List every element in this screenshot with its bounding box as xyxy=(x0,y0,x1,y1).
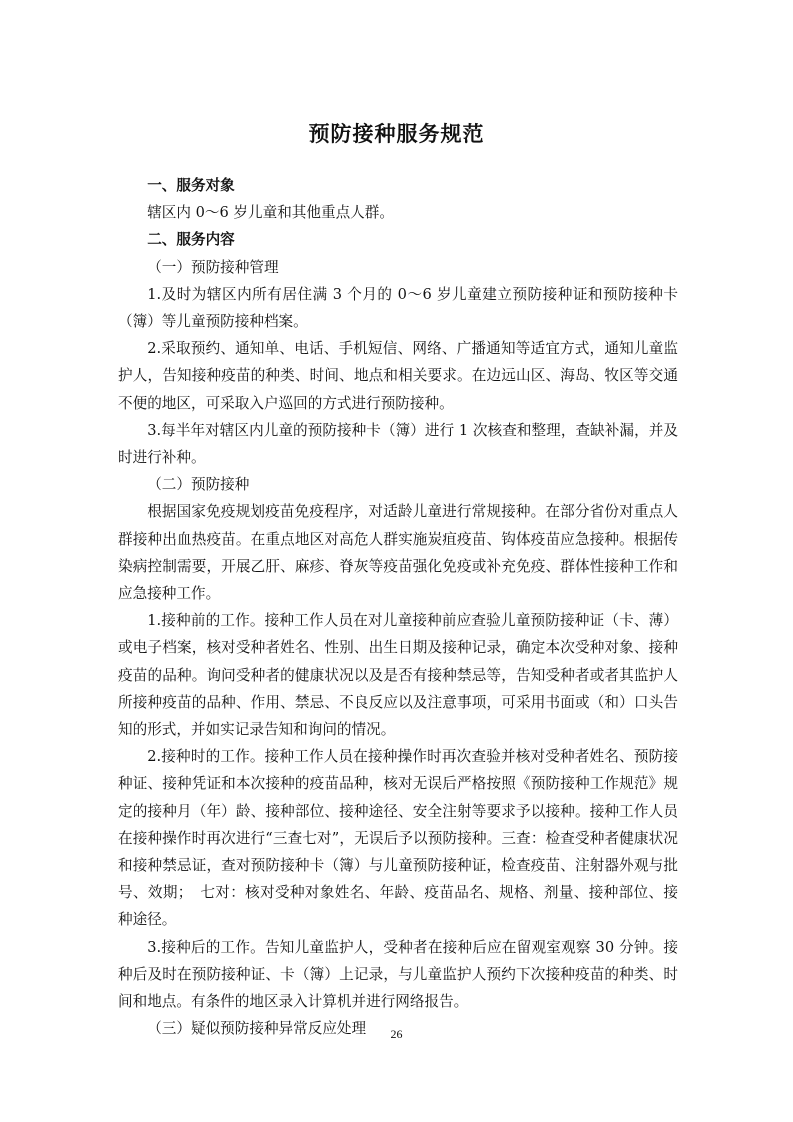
subheading-adverse-reaction: （三）疑似预防接种异常反应处理 xyxy=(147,1020,367,1038)
section-heading-service-target: 一、服务对象 xyxy=(147,177,235,194)
page-number: 26 xyxy=(390,1027,403,1041)
subheading-vaccination-management: （一）预防接种管理 xyxy=(147,258,279,276)
paragraph-before-vaccination: 1.接种前的工作。接种工作人员在对儿童接种前应查验儿童预防接种证（卡、薄）或电子档案，核对受种者姓名、性别、出生日期及接种记录，确定本次受种对象、接种疫苗的品种。询问受种者的健康状况以及是否有接种禁忌等，告知受种者或者其监护人所接种疫苗的品种、作用、禁忌、不良反应以及注意事项，可采用书面或（和）口头告知的形式，并如实记录告知和询问的情况。 xyxy=(118,612,678,739)
paragraph-after-vaccination: 3.接种后的工作。告知儿童监护人，受种者在接种后应在留观室观察 30 分钟。接种后及时在预防接种证、卡（簿）上记录，与儿童监护人预约下次接种疫苗的种类、时间和地点。有条件的地区录入计算机并进行网络报告。 xyxy=(118,938,678,1011)
paragraph-during-vaccination: 2.接种时的工作。接种工作人员在接种操作时再次查验并核对受种者姓名、预防接种证、接种凭证和本次接种的疫苗品种，核对无误后严格按照《预防接种工作规范》规定的接种月（年）龄、接种部位、接种途径、安全注射等要求予以接种。接种工作人员在接种操作时再次进行“三查七对”，无误后予以预防接种。三查：检查受种者健康状况和接种禁忌证，查对预防接种卡（簿）与儿童预防接种证，检查疫苗、注射器外观与批号、效期； 七对：核对受种对象姓名、年龄、疫苗品名、规格、剂量、接种部位、接种途径。 xyxy=(118,748,678,929)
document-body xyxy=(118,172,678,1043)
subheading-vaccination: （二）预防接种 xyxy=(147,476,250,494)
section-heading-service-content: 二、服务内容 xyxy=(147,231,235,249)
page-title: 预防接种服务规范 xyxy=(308,122,485,146)
paragraph-management-1: 1.及时为辖区内所有居住满 3 个月的 0～6 岁儿童建立预防接种证和预防接种卡（簿）等儿童预防接种档案。 xyxy=(118,285,678,331)
paragraph-service-target: 辖区内 0～6 岁儿童和其他重点人群。 xyxy=(147,204,394,222)
paragraph-management-2: 2.采取预约、通知单、电话、手机短信、网络、广播通知等适宜方式，通知儿童监护人，告知接种疫苗的种类、时间、地点和相关要求。在边远山区、海岛、牧区等交通不便的地区，可采取入户巡回的方式进行预防接种。 xyxy=(118,340,678,412)
paragraph-management-3: 3.每半年对辖区内儿童的预防接种卡（簿）进行 1 次核查和整理，查缺补漏，并及时进行补种。 xyxy=(118,421,678,467)
paragraph-vaccination-intro: 根据国家免疫规划疫苗免疫程序，对适龄儿童进行常规接种。在部分省份对重点人群接种出血热疫苗。在重点地区对高危人群实施炭疽疫苗、钩体疫苗应急接种。根据传染病控制需要，开展乙肝、麻疹、脊灰等疫苗强化免疫或补充免疫、群体性接种工作和应急接种工作。 xyxy=(118,503,678,603)
